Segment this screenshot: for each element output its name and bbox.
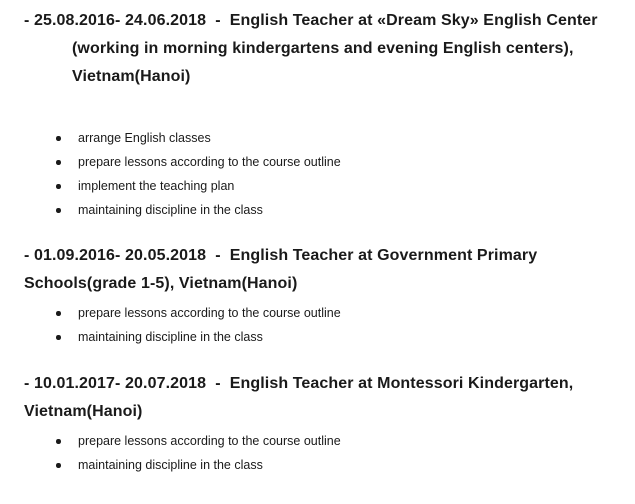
bullet-icon: [56, 184, 61, 189]
job-entry: [24, 7, 617, 222]
bullet-icon: [56, 208, 61, 213]
list-item: [24, 150, 617, 174]
job-heading-line: Schools(grade 1-5), Vietnam(Hanoi): [24, 275, 298, 292]
job-heading-line: (working in morning kindergartens and evening English centers),: [72, 40, 574, 57]
bullet-icon: [56, 160, 61, 165]
bullet-text: maintaining discipline in the class: [78, 458, 263, 472]
bullet-list: [24, 126, 617, 222]
bullet-icon: [56, 136, 61, 141]
job-entry: [24, 370, 617, 477]
bullet-text: maintaining discipline in the class: [78, 330, 263, 344]
list-item: [24, 301, 617, 325]
list-item: [24, 453, 617, 477]
list-item: [24, 325, 617, 349]
bullet-text: prepare lessons according to the course outline: [78, 434, 341, 448]
bullet-text: prepare lessons according to the course outline: [78, 155, 341, 169]
bullet-list: [24, 429, 617, 477]
job-heading-line: Vietnam(Hanoi): [24, 403, 143, 420]
list-item: [24, 126, 617, 150]
bullet-icon: [56, 335, 61, 340]
job-heading-line: - 10.01.2017- 20.07.2018 - English Teacher at Montessori Kindergarten,: [24, 375, 574, 392]
bullet-text: maintaining discipline in the class: [78, 203, 263, 217]
job-heading-line: - 25.08.2016- 24.06.2018 - English Teacher at «Dream Sky» English Center: [24, 12, 598, 29]
job-heading-line: - 01.09.2016- 20.05.2018 - English Teacher at Government Primary: [24, 247, 538, 264]
bullet-icon: [56, 311, 61, 316]
bullet-text: arrange English classes: [78, 131, 211, 145]
job-heading-line: Vietnam(Hanoi): [72, 68, 191, 85]
bullet-text: prepare lessons according to the course outline: [78, 306, 341, 320]
bullet-list: [24, 301, 617, 349]
bullet-text: implement the teaching plan: [78, 179, 235, 193]
bullet-icon: [56, 439, 61, 444]
list-item: [24, 429, 617, 453]
list-item: [24, 174, 617, 198]
bullet-icon: [56, 463, 61, 468]
list-item: [24, 198, 617, 222]
job-entry: [24, 242, 617, 349]
